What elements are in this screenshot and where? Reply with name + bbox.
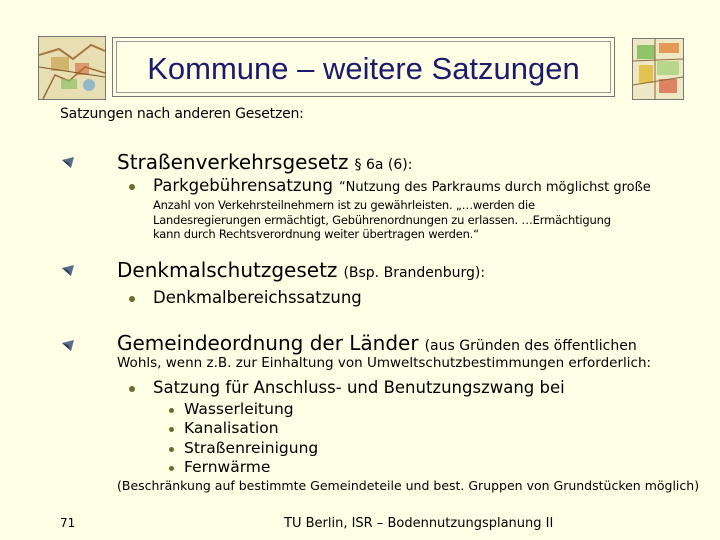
subitem-label: Denkmalbereichssatzung bbox=[153, 288, 362, 307]
dot-bullet-icon bbox=[129, 184, 135, 190]
city-map-icon bbox=[38, 36, 106, 100]
subitem-label: Parkgebührensatzung bbox=[153, 176, 333, 195]
item-denkmalschutzgesetz bbox=[117, 258, 485, 282]
item-heading: Straßenverkehrsgesetz bbox=[117, 150, 349, 174]
page-number: 71 bbox=[60, 516, 76, 530]
intro-text: Satzungen nach anderen Gesetzen: bbox=[60, 106, 304, 122]
subitem-parkgebuehrensatzung bbox=[153, 176, 651, 195]
dot-bullet-icon bbox=[169, 466, 174, 471]
dot-bullet-icon bbox=[169, 427, 174, 432]
quote-paragraph bbox=[153, 198, 673, 242]
title-box bbox=[112, 37, 615, 97]
quote-line: Landesregierungen ermächtigt, Gebührenordnungen zu erlassen. …Ermächtigung bbox=[153, 212, 611, 227]
item-heading: Denkmalschutzgesetz bbox=[117, 258, 338, 282]
subitem-note: “Nutzung des Parkraums durch möglichst große bbox=[338, 180, 651, 195]
subitem-label: Satzung für Anschluss- und Benutzungszwang bei bbox=[153, 378, 565, 397]
item-gemeindeordnung bbox=[117, 331, 637, 355]
landuse-map-icon bbox=[632, 38, 684, 100]
dot-bullet-icon bbox=[129, 386, 135, 392]
list-item-fernwaerme: Fernwärme bbox=[184, 458, 271, 476]
list-item-wasserleitung: Wasserleitung bbox=[184, 400, 294, 418]
dot-bullet-icon bbox=[169, 408, 174, 413]
list-item-kanalisation: Kanalisation bbox=[184, 419, 279, 437]
subitem-anschlusszwang bbox=[153, 378, 565, 397]
pushpin-bullet-icon bbox=[61, 155, 75, 169]
dot-bullet-icon bbox=[129, 296, 135, 302]
item-heading: Gemeindeordnung der Länder bbox=[117, 331, 419, 355]
remark-text: (Beschränkung auf bestimmte Gemeindeteile und best. Gruppen von Grundstücken möglich) bbox=[117, 478, 700, 493]
dot-bullet-icon bbox=[169, 447, 174, 452]
pushpin-bullet-icon bbox=[61, 263, 75, 277]
item-continuation: Wohls, wenn z.B. zur Einhaltung von Umweltschutzbestimmungen erforderlich: bbox=[117, 355, 652, 371]
footer-text: TU Berlin, ISR – Bodennutzungsplanung II bbox=[284, 516, 554, 531]
pushpin-bullet-icon bbox=[61, 338, 75, 352]
item-note: (aus Gründen des öffentlichen bbox=[424, 338, 637, 354]
item-note: (Bsp. Brandenburg): bbox=[343, 265, 486, 281]
slide-title: Kommune – weitere Satzungen bbox=[147, 51, 580, 86]
list-item-strassenreinigung: Straßenreinigung bbox=[184, 439, 319, 457]
quote-line: kann durch Rechtsverordnung weiter übertragen werden.“ bbox=[153, 227, 479, 241]
item-note: § 6a (6): bbox=[354, 157, 413, 173]
item-straßenverkehrsgesetz bbox=[117, 150, 412, 174]
subitem-denkmalbereichssatzung bbox=[153, 288, 362, 307]
quote-line: Anzahl von Verkehrsteilnehmern ist zu gewährleisten. „…werden die bbox=[153, 198, 535, 212]
